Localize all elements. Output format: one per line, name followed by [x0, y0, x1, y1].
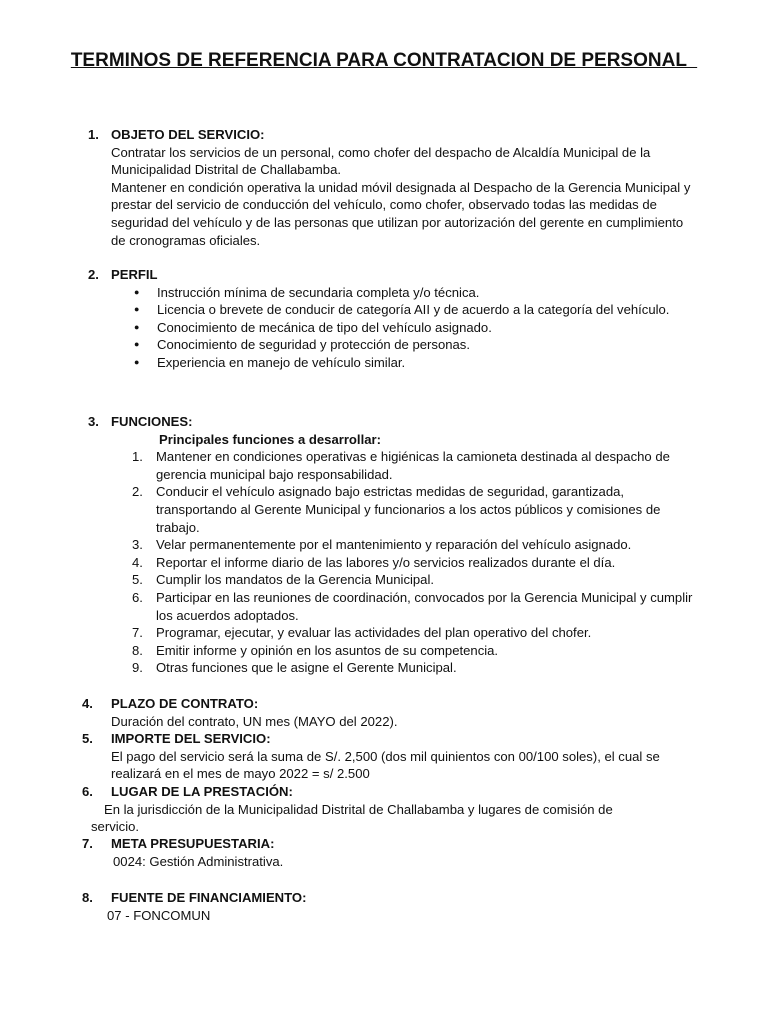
- paragraph: Mantener en condición operativa la unidad móvil designada al Despacho de la Gerencia Municipal y prestar del servicio de conducción del vehículo, como chofer, observado todas las medidas de seguridad del vehículo y de las personas que utilizan por autorización del gerente en cumplimiento de cronogramas oficiales.: [111, 179, 691, 248]
- section-number: 4.: [82, 696, 93, 711]
- list-item: 5. Cumplir los mandatos de la Gerencia Municipal.: [132, 572, 435, 588]
- list-item: 2. Conducir el vehículo asignado bajo estrictas medidas de seguridad, garantizada, transportando al Gerente Municipal y funcionarios a los actos públicos y comisiones de trabajo.: [132, 484, 661, 535]
- list-item: 7. Programar, ejecutar, y evaluar las actividades del plan operativo del chofer.: [132, 625, 592, 641]
- list-item: ● Conocimiento de seguridad y protección de personas.: [157, 336, 705, 354]
- section-funciones: [0, 413, 768, 677]
- section-body: 0024: Gestión Administrativa.: [113, 853, 284, 869]
- section-objeto: [0, 126, 768, 249]
- section-heading: PLAZO DE CONTRATO:: [111, 696, 259, 711]
- section-body-line: En la jurisdicción de la Municipalidad Distrital de Challabamba y lugares de comisión de: [104, 801, 613, 817]
- list-item: 4. Reportar el informe diario de las labores y/o servicios realizados durante el día.: [132, 554, 616, 570]
- document-title: TERMINOS DE REFERENCIA PARA CONTRATACION DE PERSONAL: [70, 50, 698, 71]
- subheading: Principales funciones a desarrollar:: [159, 431, 381, 447]
- list-item: ● Instrucción mínima de secundaria completa y/o técnica.: [157, 284, 705, 302]
- section-heading: IMPORTE DEL SERVICIO:: [111, 731, 271, 746]
- section-number: 8.: [82, 890, 93, 905]
- section-body: Duración del contrato, UN mes (MAYO del 2022).: [111, 713, 398, 729]
- list-item: 6. Participar en las reuniones de coordinación, convocados por la Gerencia Municipal y cumplir los acuerdos adoptados.: [132, 589, 693, 623]
- section-body: 07 - FONCOMUN: [107, 907, 211, 923]
- list-item: ● Conocimiento de mecánica de tipo del vehículo asignado.: [157, 319, 705, 337]
- section-importe: [0, 730, 768, 783]
- paragraph: Contratar los servicios de un personal, como chofer del despacho de Alcaldía Municipal de la Municipalidad Distrital de Challabamba.: [111, 144, 651, 178]
- section-heading: OBJETO DEL SERVICIO:: [111, 127, 265, 142]
- section-heading: LUGAR DE LA PRESTACIÓN:: [111, 784, 293, 799]
- list-item: 1. Mantener en condiciones operativas e higiénicas la camioneta destinada al despacho de gerencia municipal bajo responsabilidad.: [132, 449, 670, 482]
- section-number: 3.: [88, 414, 99, 429]
- section-heading: FUNCIONES:: [111, 414, 193, 429]
- section-meta: [0, 835, 768, 870]
- section-perfil: [0, 266, 768, 372]
- section-number: 5.: [82, 731, 93, 746]
- list-item: 9. Otras funciones que le asigne el Gerente Municipal.: [132, 660, 457, 676]
- section-number: 6.: [82, 784, 93, 799]
- section-number: 7.: [82, 836, 93, 851]
- section-plazo: [0, 695, 768, 730]
- section-heading: FUENTE DE FINANCIAMIENTO:: [111, 890, 307, 905]
- section-lugar: [0, 783, 768, 836]
- list-item: ● Experiencia en manejo de vehículo similar.: [157, 354, 705, 372]
- section-number: 1.: [88, 127, 99, 142]
- section-fuente: [0, 889, 768, 924]
- numbered-list: [0, 448, 706, 677]
- list-item: 8. Emitir informe y opinión en los asuntos de su competencia.: [132, 642, 499, 658]
- bullet-list: [0, 284, 705, 372]
- section-body: [0, 144, 701, 250]
- section-heading: META PRESUPUESTARIA:: [111, 836, 275, 851]
- list-item: 3. Velar permanentemente por el mantenimiento y reparación del vehículo asignado.: [132, 537, 632, 553]
- list-item: ● Licencia o brevete de conducir de categoría AII y de acuerdo a la categoría del vehículo.: [157, 301, 705, 319]
- section-number: 2.: [88, 267, 99, 282]
- section-heading: PERFIL: [111, 267, 158, 282]
- section-body: El pago del servicio será la suma de S/. 2,500 (dos mil quinientos con 00/100 soles), el cual se realizará en el mes de mayo 2022 = s/ 2.500: [111, 748, 660, 782]
- section-body-line: servicio.: [91, 819, 140, 835]
